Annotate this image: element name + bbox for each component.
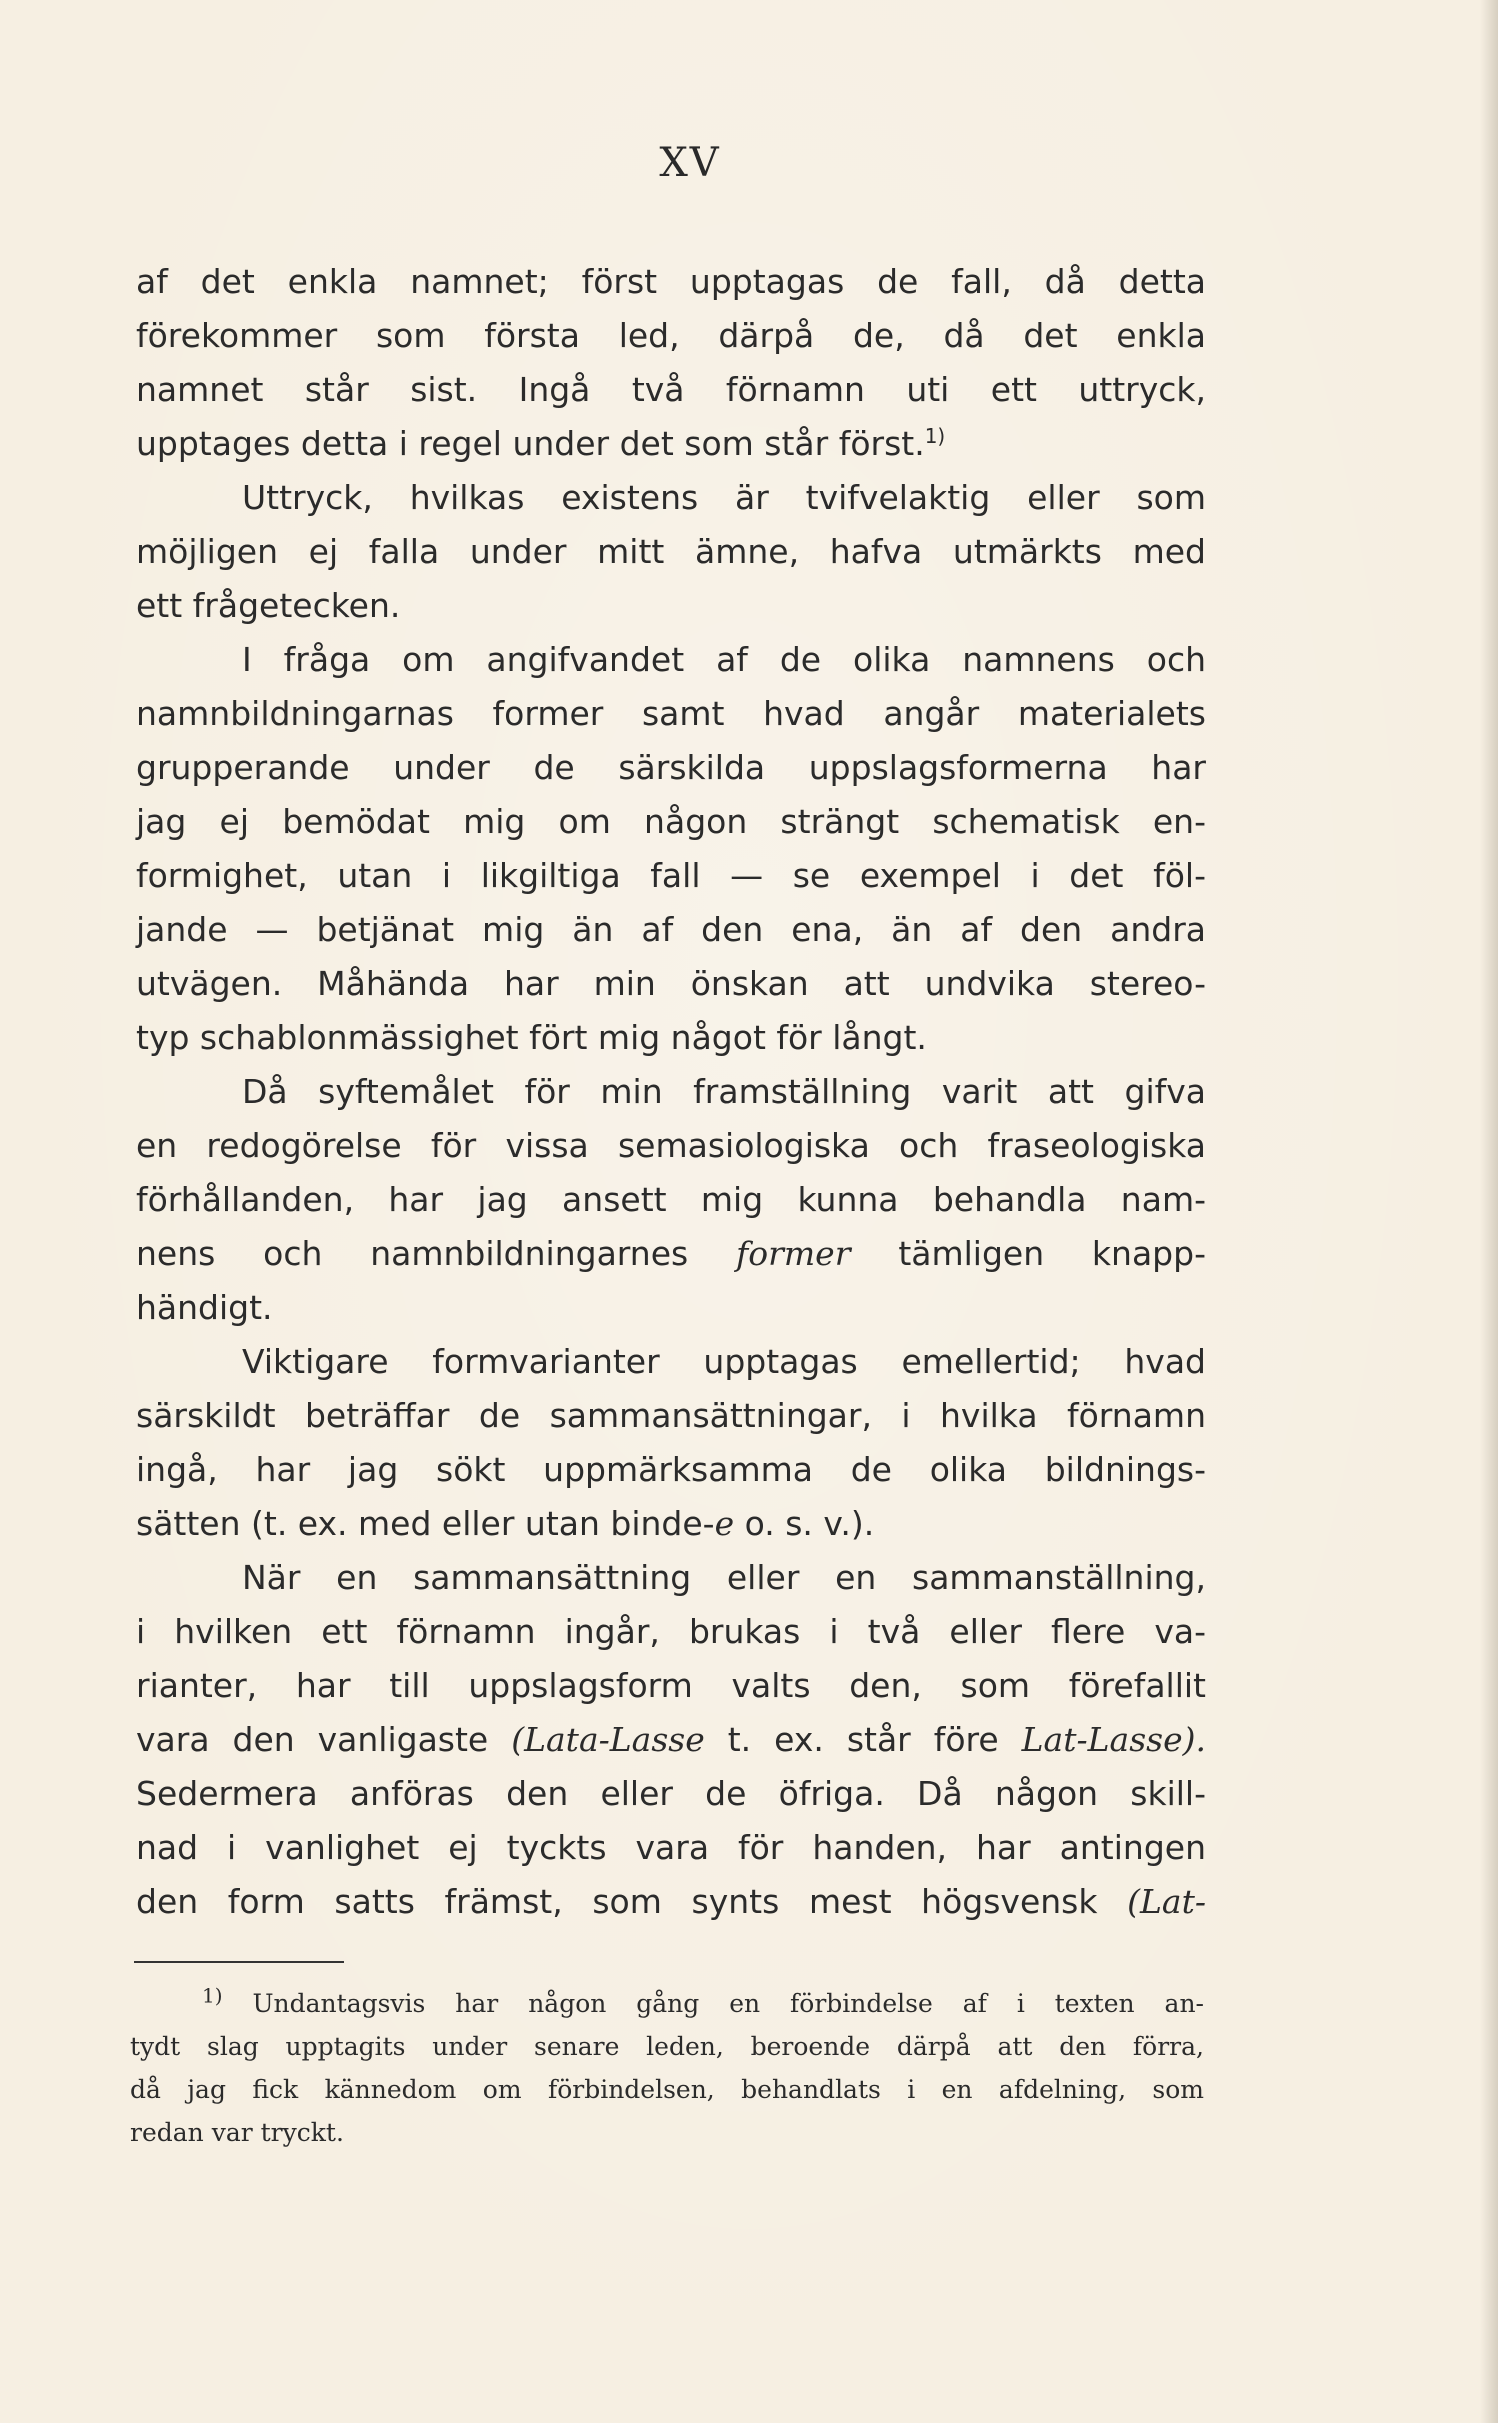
text-segment: vara den vanligaste bbox=[136, 1720, 489, 1759]
italic-word: Lat-Lasse). bbox=[1021, 1720, 1206, 1759]
text-line: Då syftemålet för min framställning varit att gifva bbox=[242, 1072, 1206, 1111]
text-line: af det enkla namnet; först upptagas de fall, då detta bbox=[136, 262, 1206, 301]
text-line: i hvilken ett förnamn ingår, brukas i två eller flere va- bbox=[136, 1612, 1206, 1651]
text-line: Sedermera anföras den eller de öfriga. Då någon skill- bbox=[136, 1774, 1206, 1813]
text-segment: sätten (t. ex. med eller utan binde- bbox=[136, 1504, 715, 1543]
text-line: typ schablonmässighet fört mig något för långt. bbox=[136, 1018, 927, 1057]
footnote-text: Undantagsvis har någon gång en förbindelse af i texten an- bbox=[252, 1989, 1204, 2018]
text-line: grupperande under de särskilda uppslagsformerna har bbox=[136, 748, 1206, 787]
footnote-line: då jag fick kännedom om förbindelsen, behandlats i en afdelning, som bbox=[130, 2075, 1204, 2104]
text-line: jag ej bemödat mig om någon strängt schematisk en- bbox=[136, 802, 1206, 841]
footnote-reference: 1) bbox=[924, 424, 946, 448]
text-line: I fråga om angifvandet af de olika namnens och bbox=[242, 640, 1206, 679]
page-edge-shadow bbox=[1480, 0, 1498, 2423]
text-line: jande — betjänat mig än af den ena, än af den andra bbox=[136, 910, 1206, 949]
text-line bbox=[136, 1713, 1206, 1767]
text-line bbox=[136, 1497, 1206, 1551]
text-line: en redogörelse för vissa semasiologiska och fraseologiska bbox=[136, 1126, 1206, 1165]
text-line: När en sammansättning eller en sammanställning, bbox=[242, 1558, 1206, 1597]
text-line: händigt. bbox=[136, 1288, 273, 1327]
footnote-line bbox=[130, 1982, 1204, 2025]
page-number: XV bbox=[659, 140, 721, 186]
text-line-content: upptages detta i regel under det som står först. bbox=[136, 424, 925, 463]
text-segment: t. ex. står före bbox=[727, 1720, 999, 1759]
text-line: ingå, har jag sökt uppmärksamma de olika bildnings- bbox=[136, 1450, 1206, 1489]
text-line bbox=[136, 1875, 1206, 1929]
footnote-divider bbox=[134, 1961, 344, 1963]
text-segment: nens och namnbildningarnes bbox=[136, 1234, 689, 1273]
text-line: nad i vanlighet ej tyckts vara för handen, har antingen bbox=[136, 1828, 1206, 1867]
text-line bbox=[136, 1227, 1206, 1281]
text-line: förhållanden, har jag ansett mig kunna behandla nam- bbox=[136, 1180, 1206, 1219]
footnote-line: tydt slag upptagits under senare leden, beroende därpå att den förra, bbox=[130, 2032, 1204, 2061]
text-line: namnet står sist. Ingå två förnamn uti ett uttryck, bbox=[136, 370, 1206, 409]
text-line bbox=[136, 417, 1206, 471]
text-line: formighet, utan i likgiltiga fall — se exempel i det föl- bbox=[136, 856, 1206, 895]
italic-word: (Lata-Lasse bbox=[511, 1720, 705, 1759]
italic-word: (Lat- bbox=[1127, 1882, 1206, 1921]
italic-word: e bbox=[714, 1504, 735, 1543]
text-line: ett frågetecken. bbox=[136, 586, 401, 625]
text-line: Uttryck, hvilkas existens är tvifvelaktig eller som bbox=[242, 478, 1206, 517]
text-line: namnbildningarnas former samt hvad angår materialets bbox=[136, 694, 1206, 733]
text-line: särskildt beträffar de sammansättningar, i hvilka förnamn bbox=[136, 1396, 1206, 1435]
footnote bbox=[130, 1982, 1204, 2154]
text-segment: tämligen knapp- bbox=[898, 1234, 1206, 1273]
body-text bbox=[136, 255, 1206, 1929]
footnote-line: redan var tryckt. bbox=[130, 2118, 344, 2147]
footnote-marker: 1) bbox=[202, 1983, 223, 2008]
italic-word: former bbox=[736, 1234, 851, 1273]
text-segment: den form satts främst, som synts mest högsvensk bbox=[136, 1882, 1098, 1921]
text-segment: o. s. v.). bbox=[744, 1504, 875, 1543]
text-line: utvägen. Måhända har min önskan att undvika stereo- bbox=[136, 964, 1206, 1003]
text-line: möjligen ej falla under mitt ämne, hafva utmärkts med bbox=[136, 532, 1206, 571]
text-line: förekommer som första led, därpå de, då det enkla bbox=[136, 316, 1206, 355]
text-line: Viktigare formvarianter upptagas emellertid; hvad bbox=[242, 1342, 1206, 1381]
text-line: rianter, har till uppslagsform valts den, som förefallit bbox=[136, 1666, 1206, 1705]
